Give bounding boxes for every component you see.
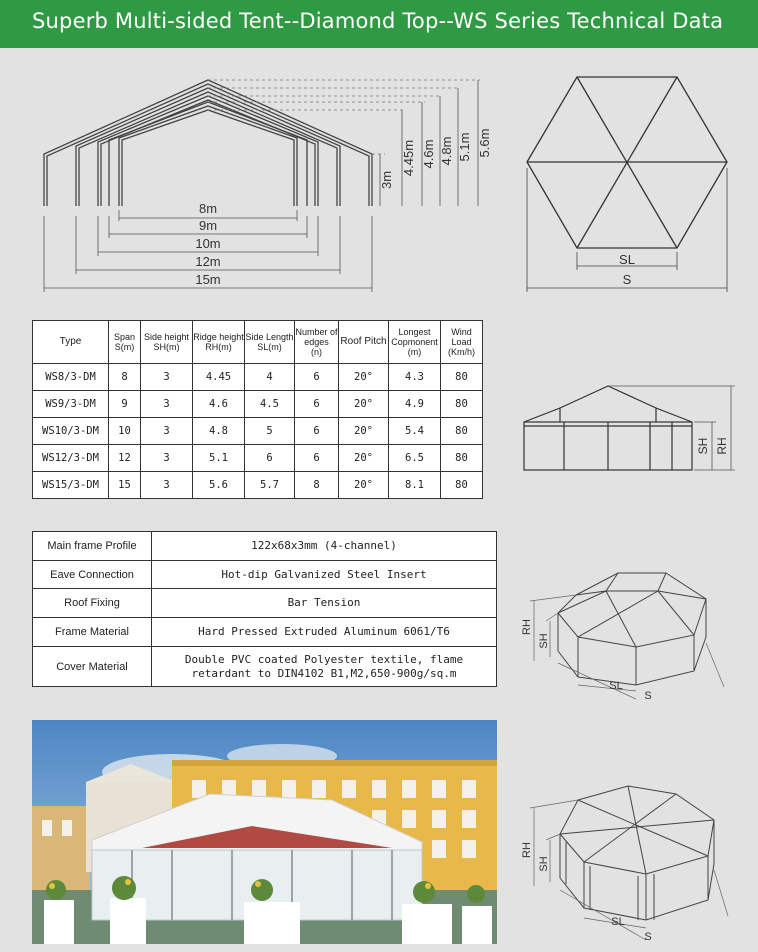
spec-header-cell (389, 321, 441, 364)
height-label-5-1m: 5.1m (457, 132, 472, 162)
table-cell: 6 (245, 445, 295, 472)
table-cell: 4.3 (389, 364, 441, 391)
spec-header-cell (109, 321, 141, 364)
spec-header-line: (m) (407, 347, 422, 357)
spec-header-line: Ridge height (193, 332, 244, 342)
page-title: Superb Multi-sided Tent--Diamond Top--WS Series Technical Data (32, 9, 724, 33)
table-cell: 6 (295, 391, 339, 418)
iso-2-sh-label: SH (538, 856, 550, 872)
table-cell: 3 (141, 472, 193, 499)
table-row (33, 589, 497, 618)
profile-value (152, 589, 497, 618)
height-label-5-6m: 5.6m (477, 128, 492, 158)
spec-header-line: Side height (143, 332, 190, 342)
height-label-4-6m: 4.6m (421, 139, 436, 169)
span-label-8m: 8m (198, 201, 218, 216)
span-label-10m: 10m (195, 236, 221, 251)
table-cell: 9 (109, 391, 141, 418)
table-row (33, 418, 483, 445)
spec-header-line: Copmonent (391, 337, 438, 347)
table-cell: 20° (339, 445, 389, 472)
frame-profile-table (32, 531, 497, 687)
profile-value-line: 122x68x3mm (4-channel) (251, 539, 397, 552)
table-cell: 4.6 (193, 391, 245, 418)
profile-label: Frame Material (33, 618, 152, 647)
iso-1-sh-label: SH (538, 633, 550, 649)
table-cell: 15 (109, 472, 141, 499)
table-cell: 5.1 (193, 445, 245, 472)
table-cell: 4 (245, 364, 295, 391)
table-cell: 20° (339, 418, 389, 445)
iso-1-sl-label: SL (609, 680, 623, 692)
table-row (33, 391, 483, 418)
table-row (33, 445, 483, 472)
table-cell: 80 (441, 364, 483, 391)
table-cell: 4.8 (193, 418, 245, 445)
profile-value-line: retardant to DIN4102 B1,M2,650-900g/sq.m (191, 666, 457, 680)
table-cell: 5 (245, 418, 295, 445)
spec-header-line: Roof Pitch (340, 336, 387, 347)
spec-header-line: edges (304, 337, 329, 347)
frame-elevation-diagram (30, 66, 500, 300)
profile-value-line: Hot-dip Galvanized Steel Insert (221, 567, 427, 581)
table-cell: 4.45 (193, 364, 245, 391)
table-cell: 8.1 (389, 472, 441, 499)
table-cell: 20° (339, 391, 389, 418)
table-cell: 20° (339, 364, 389, 391)
spec-header-line: (n) (311, 347, 322, 357)
side-view-rh-label: RH (715, 437, 729, 455)
spec-header-line: Span (113, 332, 136, 342)
spec-header-cell (339, 321, 389, 364)
table-cell: WS12/3-DM (33, 445, 109, 472)
profile-value-line: Hard Pressed Extruded Aluminum 6061/T6 (198, 625, 450, 638)
profile-value-line: Double PVC coated Polyester textile, flame (184, 652, 464, 666)
table-cell: 4.9 (389, 391, 441, 418)
span-label-12m: 12m (195, 254, 221, 269)
specification-table (32, 320, 483, 499)
table-cell: 6 (295, 418, 339, 445)
profile-value (152, 532, 497, 561)
spec-header-line: SH(m) (153, 342, 180, 352)
header-bar (0, 0, 758, 48)
table-row (33, 647, 497, 687)
table-cell: 80 (441, 391, 483, 418)
table-cell: 3 (141, 445, 193, 472)
table-cell: 5.6 (193, 472, 245, 499)
table-cell: WS9/3-DM (33, 391, 109, 418)
table-cell: 80 (441, 418, 483, 445)
profile-label: Main frame Profile (33, 532, 152, 561)
spec-header-line: (Km/h) (448, 347, 475, 357)
iso-view-diagram-2 (518, 780, 754, 950)
spec-header-cell (141, 321, 193, 364)
side-view-diagram (520, 382, 752, 478)
table-cell: 5.7 (245, 472, 295, 499)
spec-header-line: Wind Load (451, 327, 472, 347)
iso-2-rh-label: RH (521, 842, 533, 858)
spec-header-cell (295, 321, 339, 364)
profile-value (152, 647, 497, 687)
spec-header-cell (441, 321, 483, 364)
profile-value (152, 618, 497, 647)
iso-view-diagram-1 (518, 565, 754, 705)
spec-header-line: Side Length (245, 332, 294, 342)
iso-2-sl-label: SL (611, 916, 625, 928)
spec-header-cell (193, 321, 245, 364)
top-view-s-label: S (622, 272, 632, 287)
table-cell: 8 (295, 472, 339, 499)
table-cell: 5.4 (389, 418, 441, 445)
height-label-3m: 3m (379, 170, 394, 190)
iso-1-rh-label: RH (521, 619, 533, 635)
profile-value (152, 561, 497, 589)
iso-2-s-label: S (644, 931, 652, 943)
spec-header-line: Longest (398, 327, 431, 337)
table-cell: 4.5 (245, 391, 295, 418)
span-label-15m: 15m (195, 272, 221, 287)
iso-1-s-label: S (644, 690, 652, 702)
table-cell: 80 (441, 472, 483, 499)
span-label-9m: 9m (198, 218, 218, 233)
spec-table-header-row (33, 321, 483, 364)
top-view-sl-label: SL (619, 252, 635, 267)
spec-header-line: RH(m) (205, 342, 232, 352)
spec-header-line: S(m) (114, 342, 135, 352)
table-cell: WS10/3-DM (33, 418, 109, 445)
table-cell: 80 (441, 445, 483, 472)
table-row (33, 618, 497, 647)
profile-label: Roof Fixing (33, 589, 152, 618)
spec-header-line: Number of (295, 327, 338, 337)
table-cell: 6 (295, 364, 339, 391)
table-row (33, 561, 497, 589)
table-row (33, 364, 483, 391)
spec-table-body (33, 364, 483, 499)
tent-photo (32, 720, 497, 944)
table-cell: 3 (141, 391, 193, 418)
table-row (33, 472, 483, 499)
profile-label: Eave Connection (33, 561, 152, 589)
table-cell: 3 (141, 418, 193, 445)
height-label-4-8m: 4.8m (439, 136, 454, 166)
spec-header-cell (33, 321, 109, 364)
height-label-4-45m: 4.45m (401, 139, 416, 177)
table-cell: 10 (109, 418, 141, 445)
spec-header-line: SL(m) (257, 342, 282, 352)
table-cell: 6 (295, 445, 339, 472)
table-cell: 3 (141, 364, 193, 391)
table-row (33, 532, 497, 561)
side-view-sh-label: SH (696, 437, 710, 455)
table-cell: 8 (109, 364, 141, 391)
table-cell: 12 (109, 445, 141, 472)
profile-value-line: Bar Tension (287, 596, 361, 609)
hexagon-top-view-diagram (518, 70, 750, 296)
table-cell: 20° (339, 472, 389, 499)
table-cell: WS15/3-DM (33, 472, 109, 499)
table-cell: WS8/3-DM (33, 364, 109, 391)
profile-label: Cover Material (33, 647, 152, 687)
spec-header-cell (245, 321, 295, 364)
spec-header-line: Type (59, 336, 82, 347)
table-cell: 6.5 (389, 445, 441, 472)
